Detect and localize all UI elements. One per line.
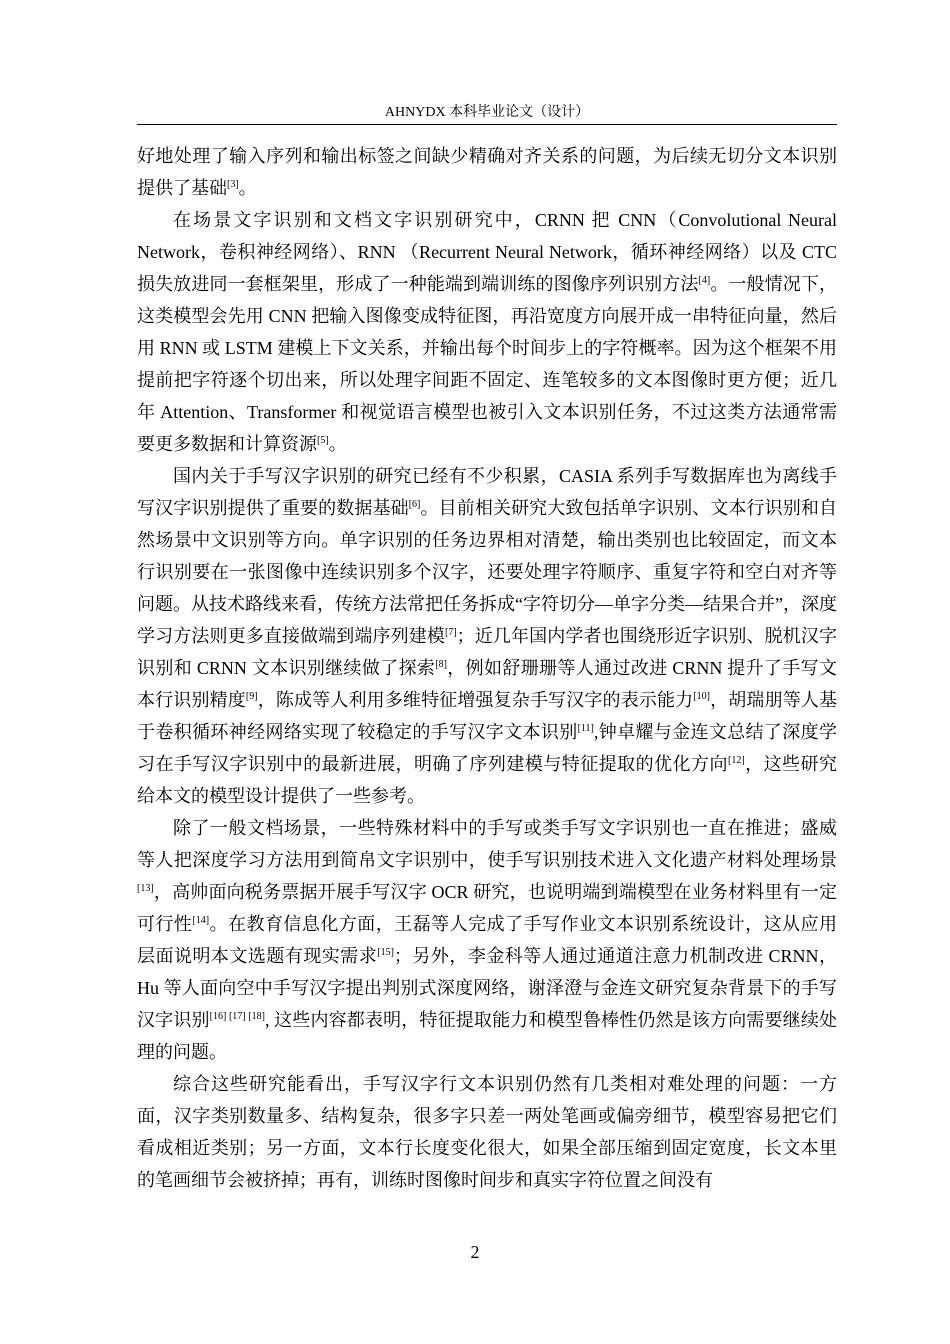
paragraph-continued	[137, 140, 837, 204]
text-run: 除了一般文档场景，一些特殊材料中的手写或类手写文字识别也一直在推进；盛威等人把深度学习方法用到简帛文字识别中，使手写识别技术进入文化遗产材料处理场景	[137, 818, 837, 870]
citation-ref: [6]	[408, 499, 421, 510]
citation-ref: [11]	[577, 723, 594, 734]
citation-ref: [13]	[137, 883, 154, 894]
paragraph-domestic-research	[137, 460, 837, 812]
body-text	[137, 140, 837, 1196]
citation-ref: [9]	[245, 691, 258, 702]
text-run: 国内关于手写汉字识别的研究已经有不少积累，CASIA 系列手写数据库也为离线手写汉字识别提供了重要的数据基础	[137, 466, 837, 518]
text-run: 在场景文字识别和文档文字识别研究中，CRNN 把 CNN（Convolutional Neural Network，卷积神经网络）、RNN （Recurrent Neural Network，循环神经网络）以及 CTC 损失放进同一套框架里，形成了一种能端到端训练的图像序列识别方法	[137, 210, 837, 294]
page-number: 2	[470, 1242, 480, 1262]
text-run: 综合这些研究能看出，手写汉字行文本识别仍然有几类相对难处理的问题：一方面，汉字类别数量多、结构复杂，很多字只差一两处笔画或偏旁细节，模型容易把它们看成相近类别；另一方面，文本行长度变化很大，如果全部压缩到固定宽度，长文本里的笔画细节会被挤掉；再有，训练时图像时间步和真实字符位置之间没有	[137, 1074, 837, 1190]
citation-ref: [10]	[693, 691, 710, 702]
text-run: , 这些内容都表明，特征提取能力和模型鲁棒性仍然是该方向需要继续处理的问题。	[137, 1010, 838, 1062]
citation-ref: [12]	[727, 755, 745, 766]
text-run: ，胡瑞朋等人基于卷积循环神经网络实现了较稳定的手写汉字文本识别	[137, 690, 838, 742]
text-run: 。目前相关研究大致包括单字识别、文本行识别和自然场景中文识别等方向。单字识别的任务边界相对清楚，输出类别也比较固定，而文本行识别要在一张图像中连续识别多个汉字，还要处理字符顺序、重复字符和空白对齐等问题。从技术路线来看，传统方法常把任务拆成“字符切分—单字分类—结果合并”，深度学习方法则更多直接做端到端序列建模	[137, 498, 838, 646]
citation-ref: [15]	[377, 947, 394, 958]
text-run: ；另外，李金科等人通过通道注意力机制改进 CRNN，Hu 等人面向空中手写汉字提出判别式深度网络，谢泽澄与金连文研究复杂背景下的手写汉字识别	[137, 946, 837, 1030]
citation-ref: [8]	[435, 659, 447, 670]
text-run: ，这些研究给本文的模型设计提供了一些参考。	[137, 754, 837, 806]
citation-ref: [4]	[698, 275, 711, 286]
text-run: ，陈成等人利用多维特征增强复杂手写汉字的表示能力	[257, 690, 694, 710]
running-header: AHNYDX 本科毕业论文（设计）	[137, 104, 837, 125]
text-run: 。	[328, 434, 347, 454]
citation-ref: [3]	[227, 179, 239, 190]
text-run: 。	[238, 178, 257, 198]
text-run: 。一般情况下，这类模型会先用 CNN 把输入图像变成特征图，再沿宽度方向展开成一串特征向量，然后用 RNN 或 LSTM 建模上下文关系，并输出每个时间步上的字符概率。因为这个框架不用提前把字符逐个切出来，所以处理字间距不固定、连笔较多的文本图像时更方便；近几年 Attention、Transformer 和视觉语言模型也被引入文本识别任务，不过这类方法通常需要更多数据和计算资源	[137, 274, 837, 454]
citation-ref: [14]	[192, 915, 210, 926]
paragraph-summary	[137, 1068, 837, 1196]
paragraph-special-materials	[137, 812, 837, 1068]
citation-ref: [5]	[317, 435, 329, 446]
text-run: 好地处理了输入序列和输出标签之间缺少精确对齐关系的问题，为后续无切分文本识别提供了基础	[137, 146, 837, 198]
text-run: ，高帅面向税务票据开展手写汉字 OCR 研究，也说明端到端模型在业务材料里有一定可行性	[137, 882, 837, 934]
paragraph-crnn-overview	[137, 204, 837, 460]
citation-ref: [16] [17] [18]	[209, 1011, 265, 1022]
text-run: ，例如舒珊珊等人通过改进 CRNN 提升了手写文本行识别精度	[137, 658, 837, 710]
text-run: ,钟卓耀与金连文总结了深度学习在手写汉字识别中的最新进展，明确了序列建模与特征提取的优化方向	[137, 722, 837, 774]
text-run: ；近几年国内学者也围绕形近字识别、脱机汉字识别和 CRNN 文本识别继续做了探索	[137, 626, 838, 678]
citation-ref: [7]	[445, 627, 457, 638]
text-run: 。在教育信息化方面，王磊等人完成了手写作业文本识别系统设计，这从应用层面说明本文选题有现实需求	[137, 914, 837, 966]
